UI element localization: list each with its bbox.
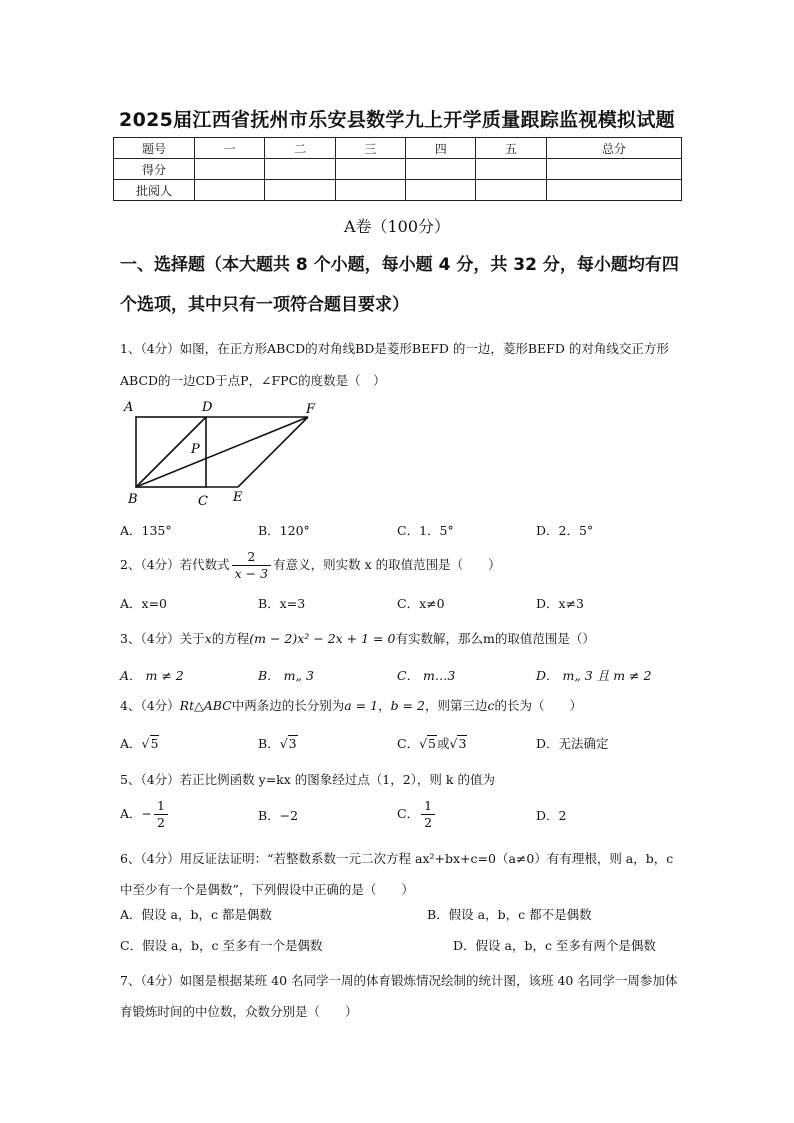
score-cell [406,180,476,201]
option-label: A．− [120,806,153,821]
question-1-option-b: B．120° [258,523,310,538]
score-header-cell: 总分 [546,138,681,159]
question-3-text-d: 的取值范围是（） [494,631,595,646]
question-4-option-d: D．无法确定 [536,736,609,751]
score-cell [335,159,405,180]
question-4-text-b: ，则第三边 [424,698,488,713]
question-6-option-c: C．假设 a，b，c 至多有一个是偶数 [120,938,323,953]
question-3-option-a: A． m ≠ 2 [120,668,184,683]
question-3-text [120,629,680,649]
question-2-suffix: 有意义，则实数 x 的取值范围是（ ） [273,557,501,572]
question-4-text [120,696,680,716]
figure-label-e: E [233,490,243,505]
figure-label-c: C [198,494,208,509]
sqrt-icon: √3 [279,736,297,751]
question-4-text-c: 的长为（ ） [494,698,582,713]
question-3-text-c: 有实数解，那么 [395,631,483,646]
question-1-option-a: A．135° [120,523,172,538]
question-3-var-x: x [204,631,212,646]
question-4-option-c [397,734,467,752]
section-a-title: A卷（100分） [343,217,451,236]
question-2-text [120,548,680,582]
score-header-cell: 三 [335,138,405,159]
score-cell [546,159,681,180]
score-table-header-row [114,138,682,159]
fraction-numerator: 1 [154,798,168,815]
question-2-option-b: B．x=3 [258,596,306,611]
score-header-cell: 二 [265,138,335,159]
question-4-separator: ， [378,698,391,713]
score-cell [195,180,265,201]
question-3-option-d: D． m„ 3 且 m ≠ 2 [536,668,652,683]
radicand: 3 [288,736,297,751]
fraction-numerator: 1 [421,798,435,815]
fraction-denominator: 2 [157,815,165,830]
question-5-option-a [120,798,170,831]
question-6-option-b: B．假设 a，b，c 都不是偶数 [427,907,592,922]
question-5-option-c [397,798,437,831]
question-3-equation: (m − 2)x² − 2x + 1 = 0 [249,631,396,646]
figure-label-b: B [128,492,138,507]
fraction-denominator: x − 3 [234,566,269,581]
sqrt-icon: √5 [419,736,436,751]
score-row [114,159,682,180]
sqrt-icon: √3 [449,736,467,751]
question-4-a-value: a = 1 [344,698,379,713]
radicand: 3 [458,736,467,751]
question-3-option-c: C． m…3 [397,668,456,683]
fraction-numerator: 2 [232,549,271,566]
question-2-option-c: C．x≠0 [397,596,445,611]
grader-row [114,180,682,201]
option-label: A． [120,736,142,751]
fraction-denominator: 2 [424,815,433,830]
question-1-text: 1、（4分）如图，在正方形ABCD的对角线BD是菱形BEFD 的一边，菱形BEFD 的对角线交正方形ABCD的一边CD于点P，∠FPC的度数是（ ） [120,341,669,388]
score-table [113,137,682,201]
question-3-text-b: 的方程 [211,631,250,646]
option-fraction [154,798,168,831]
figure-label-p: P [191,442,200,457]
question-4-c-var: c [487,698,495,713]
question-2-prefix: 2、（4分）若代数式 [120,557,230,572]
score-header-cell: 题号 [114,138,195,159]
question-2-option-d: D．x≠3 [536,596,584,611]
part1-heading: 一、选择题（本大题共 8 个小题，每小题 4 分，共 32 分，每小题均有四个选项，其中只有一项符合题目要求） [120,255,679,315]
question-2-fraction [232,549,271,582]
question-4-prefix: 4、（4分） [120,698,180,713]
question-6-option-d: D．假设 a，b，c 至多有两个是偶数 [453,938,656,953]
question-6-text: 6、（4分）用反证法证明：“若整数系数一元二次方程 ax²+bx+c=0（a≠0）有有理根，则 a，b，c 中至少有一个是偶数”，下列假设中正确的是（ ） [120,851,674,897]
score-header-cell: 四 [406,138,476,159]
score-cell [406,159,476,180]
option-fraction [421,798,435,831]
question-3-text-a: 3、（4分）关于 [120,631,205,646]
question-7-text: 7、（4分）如图是根据某班 40 名同学一周的体育锻炼情况绘制的统计图，该班 40 名同学一周参加体育锻炼时间的中位数，众数分别是（ ） [120,973,678,1019]
figure-label-f: F [306,402,316,417]
score-cell [265,159,335,180]
question-4-b-value: b = 2 [390,698,425,713]
question-5-option-b: B．−2 [258,808,299,823]
score-cell [335,180,405,201]
question-3-option-b: B． m„ 3 [258,668,314,683]
option-label: C． [397,736,420,751]
question-5-text: 5、（4分）若正比例函数 y=kx 的图象经过点（1，2），则 k 的值为 [120,772,495,787]
option-or: 或 [437,736,450,751]
radicand: 5 [428,736,436,751]
score-cell [265,180,335,201]
figure-label-a: A [124,400,134,415]
score-header-cell: 一 [195,138,265,159]
exam-title: 2025届江西省抚州市乐安县数学九上开学质量跟踪监视模拟试题 [119,109,675,131]
score-cell [476,159,546,180]
question-4-text-a: 中两条边的长分别为 [231,698,345,713]
question-4-option-a [120,734,159,752]
question-1-option-c: C．1．5° [397,523,454,538]
question-4-option-b [258,734,298,752]
question-5-option-d: D．2 [536,808,567,823]
score-cell [195,159,265,180]
option-label: C． [397,806,420,821]
question-4-triangle: Rt△ABC [179,698,232,713]
score-cell [546,180,681,201]
option-label: B． [258,736,280,751]
score-cell [476,180,546,201]
question-6-option-a: A．假设 a，b，c 都是偶数 [120,907,272,922]
score-header-cell: 五 [476,138,546,159]
figure-label-d: D [202,400,213,415]
radicand: 5 [150,736,159,751]
question-1-figure [118,395,333,510]
sqrt-icon: √5 [141,736,159,751]
grader-row-label: 批阅人 [114,180,195,201]
question-2-option-a: A．x=0 [120,596,168,611]
question-1-option-d: D．2．5° [536,523,594,538]
score-row-label: 得分 [114,159,195,180]
question-3-var-m: m [482,631,495,646]
